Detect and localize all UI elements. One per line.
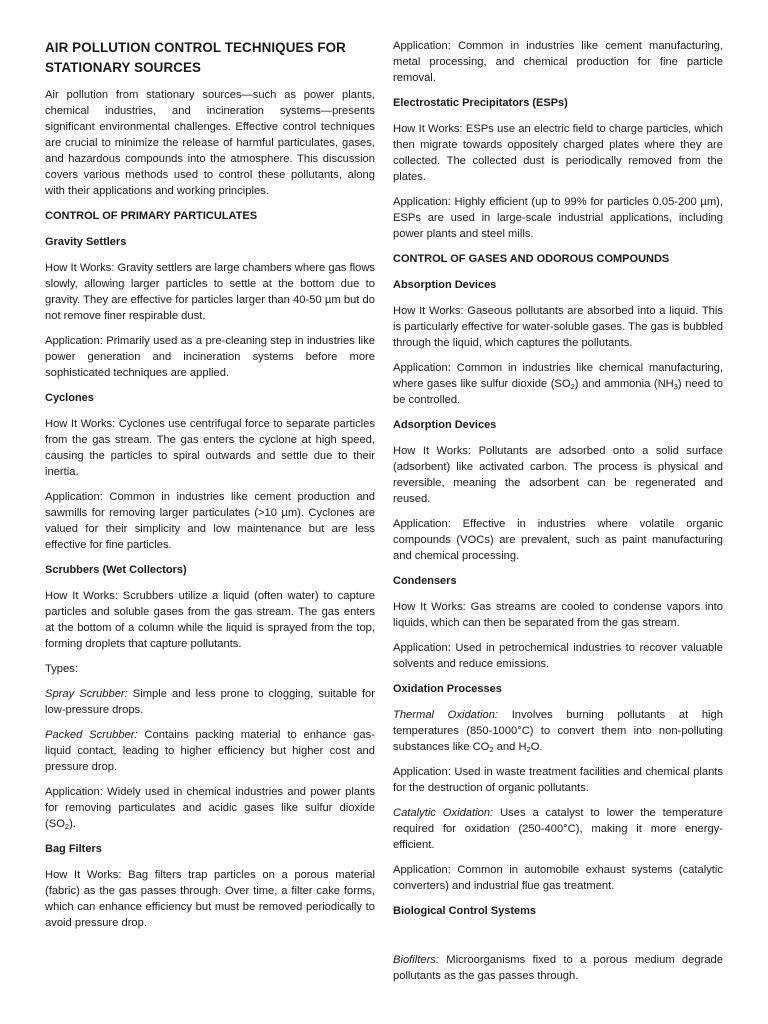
absorption-app-text: ) and ammonia (NH [574, 378, 674, 390]
cyclones-how: How It Works: Cyclones use centrifugal force to separate particles from the gas stream. The gas enters the cyclone at high speed, causing the particles to spiral outwards and settle due to their inertia. [45, 418, 375, 478]
thermal-oxidation-text: and H [493, 741, 527, 753]
thermal-oxidation-paragraph [393, 707, 723, 755]
thermal-oxidation-end: O. [530, 741, 543, 753]
gravity-settlers-application: Application: Primarily used as a pre-cleaning step in industries like power generation and incineration systems before more sophisticated techniques are applied. [45, 335, 375, 379]
gravity-settlers-heading: Gravity Settlers [45, 236, 127, 248]
absorption-heading: Absorption Devices [393, 279, 497, 291]
adsorption-how: How It Works: Pollutants are adsorbed onto a solid surface (adsorbent) like activated carbon. The process is physical and reversible, meaning the adsorbent can be regenerated and reused. [393, 445, 723, 505]
biological-heading: Biological Control Systems [393, 905, 537, 917]
subscript: 2 [526, 745, 531, 754]
esp-application: Application: Highly efficient (up to 99% for particles 0.05-200 µm), ESPs are used in large-scale industrial applications, including power plants and steel mills. [393, 196, 723, 240]
esp-how: How It Works: ESPs use an electric field to charge particles, which then migrate towards oppositely charged plates where they are collected. The collected dust is periodically removed from the plates. [393, 123, 723, 183]
gravity-settlers-how: How It Works: Gravity settlers are large chambers where gas flows slowly, allowing larger particles to settle at the bottom due to gravity. They are effective for particles larger than 40-50 µm but do not remove finer respirable dust. [45, 262, 375, 322]
condensers-application: Application: Used in petrochemical industries to recover valuable solvents and reduce emissions. [393, 642, 723, 670]
right-column [393, 38, 723, 993]
cyclones-application: Application: Common in industries like cement production and sawmills for removing larger particulates (>10 µm). Cyclones are valued for their simplicity and low maintenance but are less effective for fine particles. [45, 491, 375, 551]
page-title: AIR POLLUTION CONTROL TECHNIQUES FOR STATIONARY SOURCES [45, 40, 346, 75]
bag-filters-how: How It Works: Bag filters trap particles on a porous material (fabric) as the gas passes through. Over time, a filter cake forms, which can enhance efficiency but must be removed periodically to avoid pressure drop. [45, 869, 375, 929]
adsorption-heading: Adsorption Devices [393, 419, 497, 431]
thermal-oxidation-text: Involves burning pollutants at high temperatures (850-1000°C) to convert them into non-polluting substances like CO [393, 709, 723, 753]
section-heading-particulates: CONTROL OF PRIMARY PARTICULATES [45, 210, 258, 222]
condensers-heading: Condensers [393, 575, 457, 587]
subscript: 2 [64, 822, 70, 831]
subscript: 2 [570, 382, 575, 391]
biofilters-label: Biofilters: [393, 954, 440, 966]
catalytic-oxidation-paragraph [393, 805, 723, 853]
spacer [393, 929, 723, 952]
spray-scrubber-text: Simple and less prone to clogging, suitable for low-pressure drops. [45, 688, 375, 716]
scrubbers-how: How It Works: Scrubbers utilize a liquid (often water) to capture particles and soluble gases from the gas stream. The gas enters at the bottom of a column while the liquid is sprayed from the top, forming droplets that capture pollutants. [45, 590, 375, 650]
absorption-app-end: ) need to be controlled. [393, 378, 723, 406]
thermal-oxidation-application: Application: Used in waste treatment facilities and chemical plants for the destruction of organic pollutants. [393, 766, 723, 794]
biofilters-paragraph [393, 952, 723, 984]
absorption-how: How It Works: Gaseous pollutants are absorbed into a liquid. This is particularly effective for water-soluble gases. The gas is bubbled through the liquid, which captures the pollutants. [393, 305, 723, 349]
packed-scrubber-text: Contains packing material to enhance gas-liquid contact, leading to higher efficiency but higher cost and pressure drop. [45, 729, 375, 773]
condensers-how: How It Works: Gas streams are cooled to condense vapors into liquids, which can then be separated from the gas stream. [393, 601, 723, 629]
absorption-application [393, 360, 723, 408]
oxidation-heading: Oxidation Processes [393, 683, 502, 695]
scrubbers-application [45, 784, 375, 832]
catalytic-oxidation-application: Application: Common in automobile exhaust systems (catalytic converters) and industrial flue gas treatment. [393, 864, 723, 892]
section-heading-gases: CONTROL OF GASES AND ODOROUS COMPOUNDS [393, 253, 670, 265]
left-column [45, 38, 375, 940]
cyclones-heading: Cyclones [45, 392, 94, 404]
bag-filters-application: Application: Common in industries like cement manufacturing, metal processing, and chemical production for fine particle removal. [393, 40, 723, 84]
thermal-oxidation-label: Thermal Oxidation: [393, 709, 499, 721]
catalytic-oxidation-text: Uses a catalyst to lower the temperature required for oxidation (250-400°C), making it more energy-efficient. [393, 807, 723, 851]
subscript: 3 [673, 382, 678, 391]
spray-scrubber-label: Spray Scrubber: [45, 688, 128, 700]
catalytic-oxidation-label: Catalytic Oxidation: [393, 807, 494, 819]
scrubbers-app-end: ). [69, 818, 76, 830]
absorption-app-text: Application: Common in industries like chemical manufacturing, where gases like sulfur dioxide (SO [393, 362, 723, 390]
scrubbers-types-label: Types: [45, 663, 78, 675]
intro-paragraph: Air pollution from stationary sources—such as power plants, chemical industries, and incineration systems—presents significant environmental challenges. Effective control techniques are crucial to minimize the release of harmful particulates, gases, and hazardous compounds into the atmosphere. This discussion covers various methods used to control these pollutants, along with their applications and working principles. [45, 89, 375, 197]
biofilters-text: Microorganisms fixed to a porous medium degrade pollutants as the gas passes through. [393, 954, 723, 982]
scrubbers-heading: Scrubbers (Wet Collectors) [45, 564, 187, 576]
spray-scrubber-paragraph [45, 686, 375, 718]
packed-scrubber-label: Packed Scrubber: [45, 729, 138, 741]
esp-heading: Electrostatic Precipitators (ESPs) [393, 97, 568, 109]
subscript: 2 [489, 745, 494, 754]
scrubbers-app-text: Application: Widely used in chemical industries and power plants for removing particulates and acidic gases like sulfur dioxide (SO [45, 786, 375, 830]
adsorption-application: Application: Effective in industries where volatile organic compounds (VOCs) are prevalent, such as paint manufacturing and chemical processing. [393, 518, 723, 562]
packed-scrubber-paragraph [45, 727, 375, 775]
bag-filters-heading: Bag Filters [45, 843, 102, 855]
